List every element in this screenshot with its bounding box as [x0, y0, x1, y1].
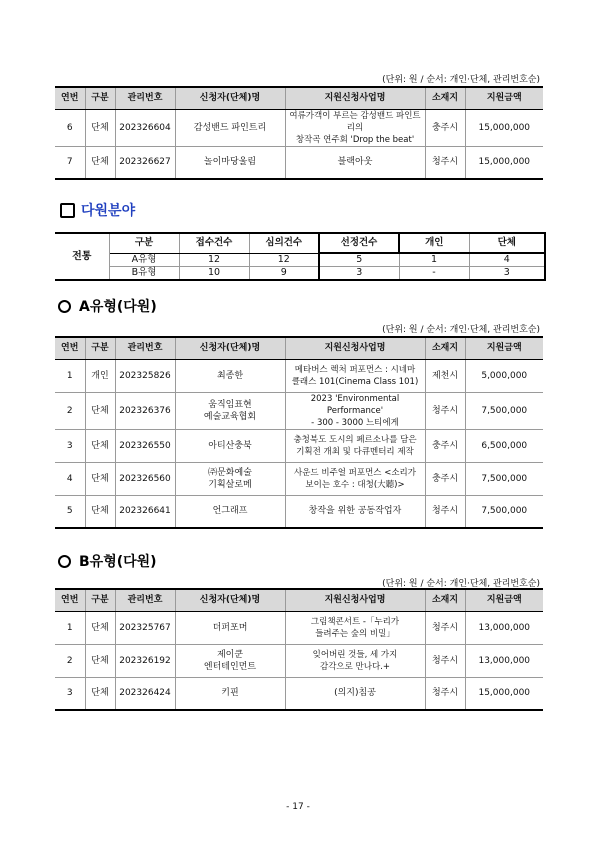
row-id: 202326192: [115, 644, 175, 677]
summary-individual: -: [399, 267, 469, 281]
row-no: 2: [55, 644, 85, 677]
summary-group: 4: [469, 253, 545, 267]
row-no: 3: [55, 429, 85, 462]
summary-header-received: 접수건수: [179, 233, 249, 253]
circle-bullet-icon: [58, 555, 71, 568]
row-no: 2: [55, 392, 85, 429]
row-location: 청주시: [425, 644, 465, 677]
table-row: [55, 392, 543, 429]
row-location: 청주시: [425, 611, 465, 644]
row-type: 개인: [85, 359, 115, 392]
summary-type: A유형: [109, 253, 179, 267]
row-type: 단체: [85, 392, 115, 429]
header-col-location: 소재지: [425, 589, 465, 611]
header-col-location: 소재지: [425, 87, 465, 109]
summary-reviewed: 9: [249, 267, 319, 281]
header-col-applicant: 신청자(단체)명: [175, 337, 285, 359]
header-col-amount: 지원금액: [465, 589, 543, 611]
row-type: 단체: [85, 429, 115, 462]
row-project: 그림책콘서트 -「누리가 들려주는 숲의 비밀」: [285, 611, 425, 644]
unit-note: (단위: 원 / 순서: 개인·단체, 관리번호순): [382, 325, 540, 335]
row-applicant: 더퍼포머: [175, 611, 285, 644]
summary-row: [55, 267, 545, 281]
row-project: 메타버스 렉처 퍼포먼스 : 시네마 클래스 101(Cinema Class 101): [285, 359, 425, 392]
row-applicant: 언그래프: [175, 495, 285, 528]
row-project: 창작을 위한 공동작업자: [285, 495, 425, 528]
header-col-amount: 지원금액: [465, 337, 543, 359]
row-amount: 15,000,000: [465, 109, 543, 146]
row-id: 202325826: [115, 359, 175, 392]
row-applicant: 키핀: [175, 677, 285, 710]
row-amount: 7,500,000: [465, 462, 543, 495]
summary-header-row: [55, 233, 545, 253]
row-no: 1: [55, 611, 85, 644]
circle-bullet-icon: [58, 300, 71, 313]
summary-header-reviewed: 심의건수: [249, 233, 319, 253]
row-no: 5: [55, 495, 85, 528]
section-title: 다원분야: [81, 203, 136, 219]
row-type: 단체: [85, 644, 115, 677]
table-row: [55, 677, 543, 710]
row-type: 단체: [85, 109, 115, 146]
row-location: 충주시: [425, 462, 465, 495]
support-table-a: [55, 336, 543, 529]
summary-category: 전통: [55, 233, 109, 280]
row-no: 7: [55, 146, 85, 179]
summary-header-individual: 개인: [399, 233, 469, 253]
row-id: 202326550: [115, 429, 175, 462]
row-project: (의지)침공: [285, 677, 425, 710]
row-location: 청주시: [425, 677, 465, 710]
header-col-project: 지원신청사업명: [285, 337, 425, 359]
row-applicant: 아티산충북: [175, 429, 285, 462]
table-header-row: [55, 337, 543, 359]
table-row: [55, 109, 543, 146]
header-col-id: 관리번호: [115, 589, 175, 611]
row-location: 제천시: [425, 359, 465, 392]
subsection-b-heading: [58, 551, 157, 571]
row-project: 잊어버린 것들, 세 가지 감각으로 만나다.+: [285, 644, 425, 677]
row-id: 202326424: [115, 677, 175, 710]
row-type: 단체: [85, 146, 115, 179]
header-col-type: 구분: [85, 589, 115, 611]
support-table-b: [55, 588, 543, 711]
subsection-a-heading: [58, 296, 157, 316]
row-amount: 13,000,000: [465, 644, 543, 677]
row-applicant: 제이쿤 엔터테인먼트: [175, 644, 285, 677]
header-col-project: 지원신청사업명: [285, 87, 425, 109]
row-amount: 13,000,000: [465, 611, 543, 644]
table-row: [55, 462, 543, 495]
header-col-id: 관리번호: [115, 87, 175, 109]
row-applicant: 감성밴드 파인트리: [175, 109, 285, 146]
summary-group: 3: [469, 267, 545, 281]
table-row: [55, 611, 543, 644]
header-col-applicant: 신청자(단체)명: [175, 87, 285, 109]
summary-selected: 3: [319, 267, 399, 281]
header-col-location: 소재지: [425, 337, 465, 359]
header-col-applicant: 신청자(단체)명: [175, 589, 285, 611]
row-applicant: 놀이마당울림: [175, 146, 285, 179]
header-col-type: 구분: [85, 337, 115, 359]
table-row: [55, 644, 543, 677]
summary-received: 10: [179, 267, 249, 281]
table-row: [55, 495, 543, 528]
row-amount: 6,500,000: [465, 429, 543, 462]
row-location: 청주시: [425, 392, 465, 429]
row-location: 충주시: [425, 429, 465, 462]
unit-note: (단위: 원 / 순서: 개인·단체, 관리번호순): [382, 579, 540, 589]
row-no: 1: [55, 359, 85, 392]
row-project: 사운드 비주얼 퍼포먼스 <소리가 보이는 호수 : 대청(大聽)>: [285, 462, 425, 495]
row-location: 청주시: [425, 146, 465, 179]
header-col-no: 연번: [55, 87, 85, 109]
summary-header-group: 단체: [469, 233, 545, 253]
row-project: 충청북도 도시의 페르소나를 담은 기획전 개최 및 다큐멘터리 제작: [285, 429, 425, 462]
row-no: 4: [55, 462, 85, 495]
row-applicant: 최종한: [175, 359, 285, 392]
row-applicant: ㈜문화예술 기획살로메: [175, 462, 285, 495]
summary-table: [55, 232, 546, 281]
row-no: 3: [55, 677, 85, 710]
section-heading: [60, 200, 135, 220]
unit-note: (단위: 원 / 순서: 개인·단체, 관리번호순): [382, 75, 540, 85]
row-amount: 5,000,000: [465, 359, 543, 392]
row-location: 충주시: [425, 109, 465, 146]
row-project: 블랙아웃: [285, 146, 425, 179]
row-no: 6: [55, 109, 85, 146]
checkbox-square-icon: [60, 203, 75, 218]
row-id: 202326376: [115, 392, 175, 429]
row-project: 2023 'Environmental Performance' - 300 - 3000 느티에게: [285, 392, 425, 429]
row-type: 단체: [85, 677, 115, 710]
subsection-a-title: A유형(다원): [79, 299, 157, 315]
table-header-row: [55, 87, 543, 109]
row-id: 202326604: [115, 109, 175, 146]
row-type: 단체: [85, 611, 115, 644]
summary-received: 12: [179, 253, 249, 267]
table-row: [55, 146, 543, 179]
summary-reviewed: 12: [249, 253, 319, 267]
subsection-b-title: B유형(다원): [79, 554, 157, 570]
page-number: - 17 -: [286, 802, 310, 812]
support-table-continued: [55, 86, 543, 180]
header-col-project: 지원신청사업명: [285, 589, 425, 611]
row-amount: 15,000,000: [465, 677, 543, 710]
row-amount: 7,500,000: [465, 392, 543, 429]
row-type: 단체: [85, 462, 115, 495]
summary-type: B유형: [109, 267, 179, 281]
header-col-type: 구분: [85, 87, 115, 109]
summary-selected: 5: [319, 253, 399, 267]
row-id: 202325767: [115, 611, 175, 644]
table-row: [55, 359, 543, 392]
header-col-id: 관리번호: [115, 337, 175, 359]
row-type: 단체: [85, 495, 115, 528]
header-col-amount: 지원금액: [465, 87, 543, 109]
row-project: 여류가객이 부르는 감성밴드 파인트리의 창작곡 연주회 'Drop the beat': [285, 109, 425, 146]
header-col-no: 연번: [55, 337, 85, 359]
row-applicant: 움직임표현 예술교육협회: [175, 392, 285, 429]
row-amount: 7,500,000: [465, 495, 543, 528]
summary-individual: 1: [399, 253, 469, 267]
summary-header-selected: 선정건수: [319, 233, 399, 253]
row-id: 202326627: [115, 146, 175, 179]
row-location: 청주시: [425, 495, 465, 528]
row-id: 202326560: [115, 462, 175, 495]
row-amount: 15,000,000: [465, 146, 543, 179]
summary-header-type: 구분: [109, 233, 179, 253]
row-id: 202326641: [115, 495, 175, 528]
table-header-row: [55, 589, 543, 611]
header-col-no: 연번: [55, 589, 85, 611]
table-row: [55, 429, 543, 462]
summary-row: [55, 253, 545, 267]
